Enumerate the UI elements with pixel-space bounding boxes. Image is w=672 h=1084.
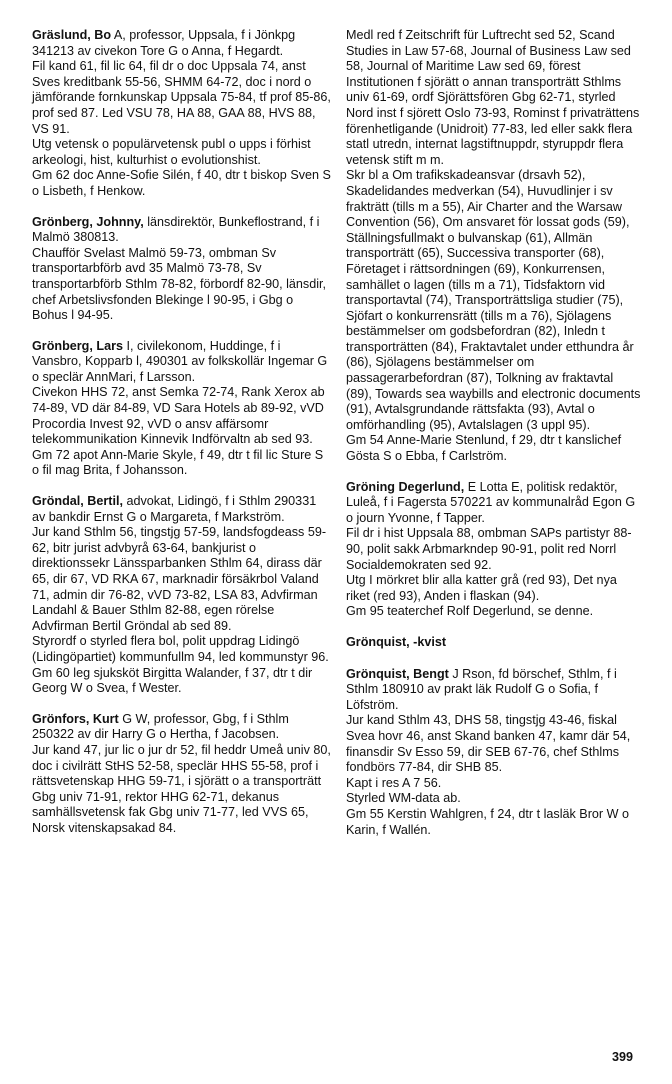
entry-paragraph: Gm 60 leg sjuksköt Birgitta Walander, f 37, dtr t dir Georg W o Svea, f Wester. [32,665,313,696]
entry-gronfors-kurt [32,712,332,837]
entry-paragraph: Medl red f Zeitschrift für Luftrecht sed 52, Scand Studies in Law 57-68, Journal of Business Law sed 58, Journal of Maritime Law sed 69, förest Institutionen f sjörätt o annan transporträtt Sthlms univ 61-69, ordf Sjörättsfören Gbg 62-71, styrled Nord inst f sjörett Oslo 73-93, Rominst f privaträttens förenhetligande (Unidroit) 77-83, led eller sakk flera statl utredn, internat lagstiftnuppdr, styruppdr flera vetensk stift m m. [346,28,640,167]
entry-paragraph: Jur kand 47, jur lic o jur dr 52, fil heddr Umeå univ 80, doc i civilrätt StHS 52-58, speclär HHS 55-58, prof i rättsvetenskap HHG 59-71, i sjörätt o a transporträtt Gbg univ 71-91, rektor HHG 62-71, dekanus samhällsvetensk fak Gbg univ 71-77, led VVS 65, Norsk vitenskapsakad 84. [32,742,331,835]
entry-paragraph: Styrled WM-data ab. [346,791,461,806]
entry-graslund-bo [32,28,332,200]
entry-paragraph: Utg I mörkret blir alla katter grå (red 93), Det nya riket (red 93), Anden i flaskan (94). [346,573,617,603]
entry-paragraph: Chaufför Svelast Malmö 59-73, ombman Sv transportarbförb avd 35 Malmö 73-78, Sv transportarbförb Sthlm 78-82, förbordf 82-90, länsdir, chef Arbetslivsfonden Blekinge l 90-95, i Gbg o Bohus l 94-95. [32,245,327,323]
section-heading: Grönquist, -kvist [346,634,447,649]
entry-name: Grönfors, Kurt [32,711,119,726]
entry-paragraph: Civekon HHS 72, anst Semka 72-74, Rank Xerox ab 74-89, VD där 84-89, VD Sara Hotels ab 89-92, vVD Procordia Invest 92, vVD o ansv affärsomr telekommunikation Kinnevik Indförvaltn ab sed 93. [32,385,325,447]
page-number: 399 [612,1050,634,1064]
entry-head: A, professor, Uppsala, f i Jönkpg 341213 av civekon Tore G o Anna, f Hegardt. [32,28,296,58]
entry-paragraph: Jur kand Sthlm 56, tingstjg 57-59, landsfogdeass 59-62, bitr jurist advbyrå 63-64, bankjurist o direktionssekr Länssparbanken Sthlm 64, dirass där 65, dir 67, VD RKA 67, marknadir försäkrbol Valand 71, admin dir 76-82, vVD 73-82, LSA 83, Advfirman Landahl & Bauer Sthlm 82-88, egen rörelse Advfirman Bertil Gröndal ab sed 89. [32,525,327,633]
entry-head: E Lotta E, politisk redaktör, Luleå, f i Fagersta 570221 av kommunalråd Egon G o journ Yvonne, f Tapper. [346,479,636,525]
entry-paragraph: Fil dr i hist Uppsala 88, ombman SAPs partistyr 88-90, polit sakk Arbmarkndep 90-91, polit red Norrl Socialdemokraten sed 92. [346,526,632,572]
entry-head: I, civilekonom, Huddinge, f i Vansbro, Kopparb l, 490301 av folkskollär Ingemar G o speclär AnnMari, f Larsson. [32,338,328,384]
entry-head: G W, professor, Gbg, f i Sthlm 250322 av dir Harry G o Hertha, f Jacobsen. [32,711,289,742]
entry-name: Grönquist, Bengt [346,666,449,681]
entry-gronberg-johnny [32,215,332,324]
entry-paragraph: Gm 72 apot Ann-Marie Skyle, f 49, dtr t fil lic Sture S o fil mag Brita, f Johansson. [32,447,324,478]
entry-head: advokat, Lidingö, f i Sthlm 290331 av bankdir Ernst G o Margareta, f Markström. [32,494,317,524]
entry-paragraph: Jur kand Sthlm 43, DHS 58, tingstjg 43-46, fiskal Svea hovr 46, anst Skand banken 47, kamr där 54, finansdir Sv Esso 59, dir SEB 67-76, chef Sthlms fondbörs 77-84, dir SHB 85. [346,713,631,775]
entry-head: länsdirektör, Bunkeflostrand, f i Malmö 380813. [32,214,320,245]
entry-grondal-bertil [32,494,332,697]
entry-paragraph: Gm 95 teaterchef Rolf Degerlund, se denne. [346,604,594,619]
entry-gronberg-lars [32,339,332,479]
entry-name: Gräslund, Bo [32,28,112,42]
entry-name: Gröning Degerlund, [346,479,465,494]
entry-gronfors-kurt-continued [346,28,642,465]
entry-name: Gröndal, Bertil, [32,494,123,509]
entry-paragraph: Skr bl a Om trafikskadeansvar (drsavh 52), Skadelidandes medverkan (54), Huvudlinjer i sv frakträtt (tills m a 55), Air Charter and the Warsaw Convention (56), Om ansvaret för lossat gods (59), Ställningsfullmakt o bulvanskap (61), Allmän transporträtt (65), Successiva transporter (68), Företaget i rättsordningen (69), Konkurrensen, samhället o lagen (tills m a 71), Tidsfaktorn vid transportavtal (74), Transporträttsliga studier (75), Sjöfart o konkurrensrätt (tills m a 76), Sjölagens bestämmelser om godsbefordran (82), Inledn t transporträtten (84), Fraktavtalet under etthundra år (86), Sjölagens bestämmelser om passagerarbefordran (87), Tolkning av fraktavtal (89), Towards sea waybills and electronic documents (91), Avtalsgrundande rättsfakta (93), Avtal o omförhandling (95), Avtalslagen (3 uppl 95). [346,168,641,432]
entry-name: Grönberg, Johnny, [32,214,144,229]
entry-name: Grönberg, Lars [32,338,123,353]
entry-groning-degerlund-lotta [346,480,642,620]
entry-head: J Rson, fd börschef, Sthlm, f i Sthlm 180910 av prakt läk Rudolf G o Sofia, f Löfström. [346,666,617,712]
left-column [32,28,332,852]
entry-paragraph: Styrordf o styrled flera bol, polit uppdrag Lidingö (Lidingöpartiet) kommunfullm 94, led kommunstyr 96. [32,634,329,664]
entry-paragraph: Utg vetensk o populärvetensk publ o upps i förhist arkeologi, hist, kulturhist o evolutionshist. [32,137,311,167]
right-column [346,28,642,853]
entry-gronquist-bengt [346,667,642,839]
entry-paragraph: Kapt i res A 7 56. [346,775,442,790]
entry-paragraph: Gm 55 Kerstin Wahlgren, f 24, dtr t lasläk Bror W o Karin, f Wallén. [346,806,629,837]
entry-paragraph: Gm 54 Anne-Marie Stenlund, f 29, dtr t kanslichef Gösta S o Ebba, f Carlström. [346,433,622,464]
entry-paragraph: Fil kand 61, fil lic 64, fil dr o doc Uppsala 74, anst Sves kreditbank 55-56, SHMM 64-72, doc i nord o jämförande fornkunskap Uppsala 75-84, tf prof 85-86, prof sed 87. Led VSU 78, HA 88, GAA 88, HVS 88, VS 91. [32,59,331,136]
entry-paragraph: Gm 62 doc Anne-Sofie Silén, f 40, dtr t biskop Sven S o Lisbeth, f Henkow. [32,168,331,198]
